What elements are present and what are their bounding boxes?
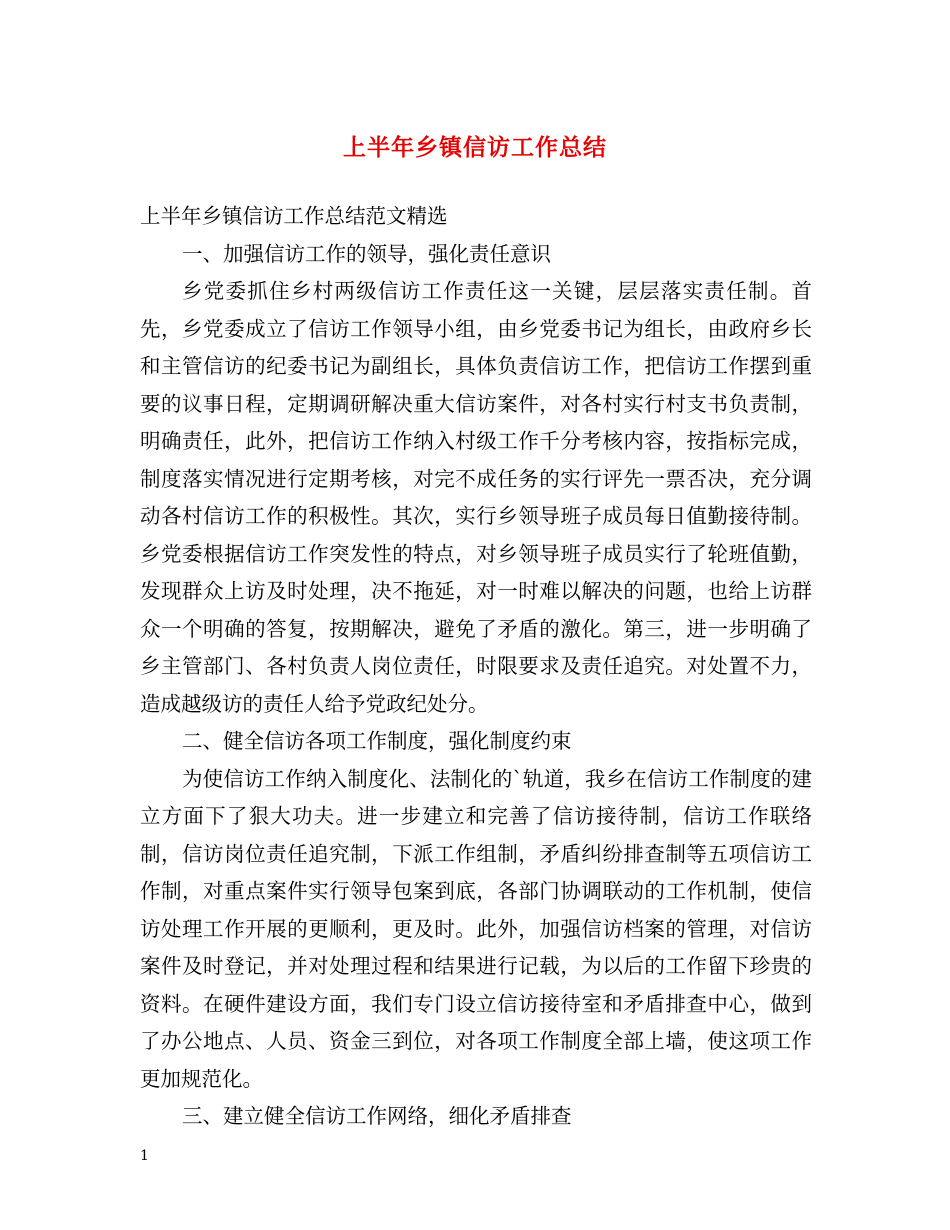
- section-heading-2: 二、健全信访各项工作制度，强化制度约束: [182, 729, 572, 753]
- page-number: 1: [140, 1148, 149, 1164]
- section-heading-3: 三、建立健全信访工作网络，细化矛盾排查: [182, 1104, 572, 1128]
- document-body: [140, 198, 812, 1136]
- body-paragraph-1: 乡党委抓住乡村两级信访工作责任这一关键，层层落实责任制。首先，乡党委成立了信访工作领导小组，由乡党委书记为组长，由政府乡长和主管信访的纪委书记为副组长，具体负责信访工作，把信访工作摆到重要的议事日程，定期调研解决重大信访案件，对各村实行村支书负责制，明确责任，此外，把信访工作纳入村级工作千分考核内容，按指标完成，制度落实情况进行定期考核，对完不成任务的实行评先一票否决，充分调动各村信访工作的积极性。其次，实行乡领导班子成员每日值勤接待制。乡党委根据信访工作突发性的特点，对乡领导班子成员实行了轮班值勤，发现群众上访及时处理，决不拖延，对一时难以解决的问题，也给上访群众一个明确的答复，按期解决，避免了矛盾的激化。第三，进一步明确了乡主管部门、各村负责人岗位责任，时限要求及责任追究。对处置不力，造成越级访的责任人给予党政纪处分。: [140, 279, 812, 716]
- section-heading-1: 一、加强信访工作的领导，强化责任意识: [182, 241, 551, 266]
- document-title: 上半年乡镇信访工作总结: [343, 135, 607, 161]
- body-paragraph-2: 为使信访工作纳入制度化、法制化的`轨道，我乡在信访工作制度的建立方面下了狠大功夫。进一步建立和完善了信访接待制，信访工作联络制，信访岗位责任追究制，下派工作组制，矛盾纠纷排查制等五项信访工作制，对重点案件实行领导包案到底，各部门协调联动的工作机制，使信访处理工作开展的更顺利，更及时。此外，加强信访档案的管理，对信访案件及时登记，并对处理过程和结果进行记载，为以后的工作留下珍贵的资料。在硬件建设方面，我们专门设立信访接待室和矛盾排查中心，做到了办公地点、人员、资金三到位，对各项工作制度全部上墙，使这项工作更加规范化。: [140, 766, 812, 1091]
- document-subtitle: 上半年乡镇信访工作总结范文精选: [140, 204, 448, 228]
